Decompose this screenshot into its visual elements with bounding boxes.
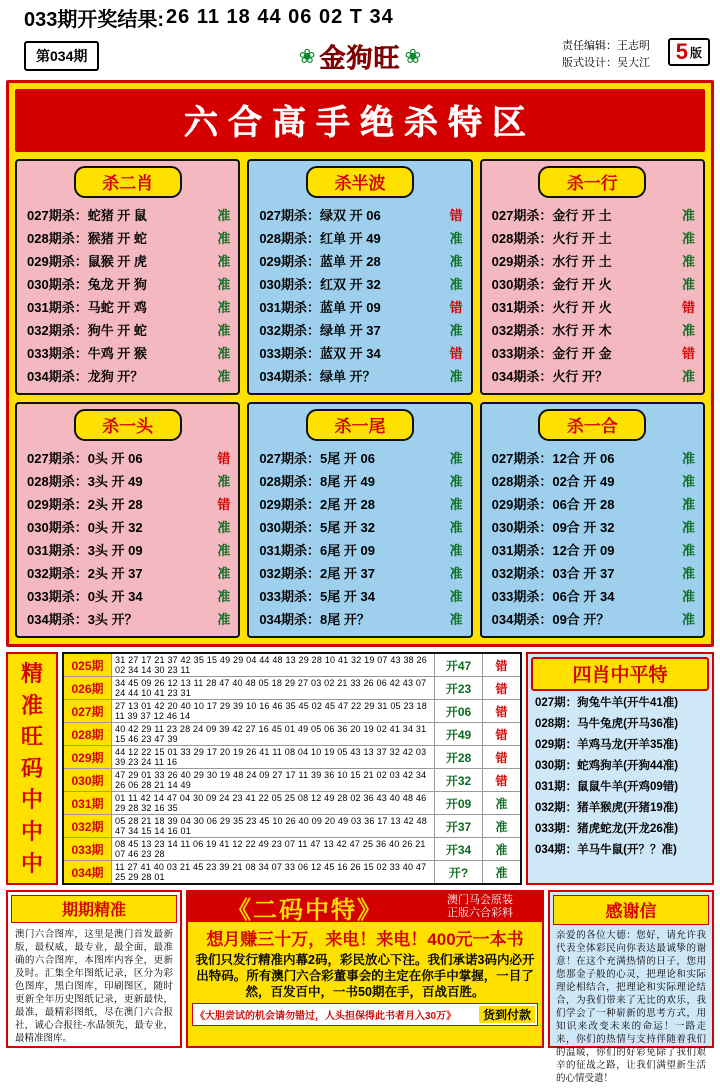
prediction-row [21,249,234,272]
prediction-result: 准 [217,589,231,604]
number-table [62,652,522,885]
four-zodiac-row: 033期：猪虎蛇龙(开龙26准) [535,823,679,835]
number-table-row [64,700,520,723]
prediction-result: 准 [681,231,695,246]
prediction-result: 错 [681,346,695,361]
prediction-text: 029期杀：蓝单 开 28 [259,254,381,269]
prediction-row [486,249,699,272]
prediction-row [21,469,234,492]
number-row-digits: 27 13 01 42 20 40 10 17 29 39 10 16 46 35 45 02 45 47 22 29 31 05 23 18 11 39 37 12 46 14 [115,701,427,721]
prediction-text: 029期杀：鼠猴 开 虎 [27,254,147,269]
prediction-text: 029期杀：06合 开 28 [491,497,615,512]
prediction-text: 028期杀：火行 开 土 [491,231,612,246]
prediction-text: 028期杀：猴猪 开 蛇 [27,231,147,246]
prediction-result: 错 [217,497,231,512]
prediction-text: 030期杀：5尾 开 32 [259,520,375,535]
prediction-text: 032期杀：2头 开 37 [27,566,143,581]
prediction-result: 准 [217,566,231,581]
prediction-result: 准 [217,300,231,315]
number-table-row [64,677,520,700]
number-row-open: 开37 [434,815,482,837]
header-row [0,34,720,78]
number-row-digits: 40 42 29 11 23 28 24 09 39 42 27 16 45 01 49 05 06 36 20 19 02 41 34 31 15 46 23 47 39 [115,724,427,744]
prediction-text: 030期杀：红双 开 32 [259,277,381,292]
number-row-result: 准 [482,838,520,860]
prediction-text: 034期杀：8尾 开？ [259,612,370,627]
bottom-left-body: 澳门六合图库，这里是澳门首发最新版，最权威，最专业，最全面，最准确的六合图库，本图库内容全，更新及时。汇集全年图纸记录，区分为彩色图库，黑白图库，印刷图区，随时更新全年历史图纸记录，更新最快，最准，最精彩图纸，尽在澳门六合报社，诚心合报往-水晶领先，最专业，最精准图库。 [15,929,173,1044]
prediction-result: 错 [217,451,231,466]
prediction-row [486,561,699,584]
prediction-result: 准 [681,520,695,535]
number-row-period: 027期 [64,700,112,722]
prediction-card-title: 杀一头 [74,409,182,441]
prediction-card-title: 杀一尾 [306,409,414,441]
number-table-row [64,769,520,792]
brand-logo [299,38,422,75]
number-row-period: 032期 [64,815,112,837]
vertical-banner-char: 中 [20,819,43,845]
page-number-badge [668,38,710,66]
prediction-result: 准 [217,612,231,627]
prediction-text: 031期杀：马蛇 开 鸡 [27,300,147,315]
number-row-result: 错 [482,769,520,791]
number-row-open: 开49 [434,723,482,745]
prediction-result: 准 [217,543,231,558]
number-table-row [64,861,520,883]
prediction-result: 准 [681,277,695,292]
four-zodiac-title: 四肖中平特 [531,657,709,691]
prediction-row [486,295,699,318]
prediction-row [253,203,466,226]
prediction-text: 032期杀：水行 开 木 [491,323,612,338]
prediction-card [480,402,705,638]
number-row-digits: 11 27 41 40 03 21 45 23 39 21 08 34 07 33 06 12 45 16 26 15 02 33 40 47 25 29 28 01 [115,862,427,882]
main-section [6,80,714,647]
number-table-row [64,654,520,677]
prediction-text: 027期杀：0头 开 06 [27,451,143,466]
ad-line2: 我们只发行精准内幕2码，彩民放心下注。我们承诺3码内必开出特码。所有澳门六合彩董事会的主定在你手中掌握，一目了然，百发百中，一书50期在手，百战百胜。 [195,953,535,999]
prediction-row [253,249,466,272]
prediction-row [486,364,699,387]
prediction-row [21,272,234,295]
prediction-result: 错 [449,300,463,315]
number-row-open: 开28 [434,746,482,768]
prediction-result: 准 [449,589,463,604]
four-zodiac-row: 028期：马牛兔虎(开马36准) [535,718,679,730]
prediction-row [21,561,234,584]
prediction-text: 031期杀：12合 开 09 [491,543,615,558]
number-row-result: 准 [482,861,520,883]
number-row-result: 准 [482,792,520,814]
prediction-row [486,341,699,364]
ad-note: 《大胆尝试的机会请勿错过，人头担保得此书者月入30万》 [195,1011,457,1022]
vertical-banner [6,652,58,885]
prediction-text: 027期杀：绿双 开 06 [259,208,381,223]
prediction-result: 准 [449,323,463,338]
prediction-text: 027期杀：5尾 开 06 [259,451,375,466]
number-row-period: 031期 [64,792,112,814]
prediction-result: 准 [449,254,463,269]
number-row-digits: 08 45 13 23 14 11 06 19 41 12 22 49 23 07 11 47 13 42 47 25 36 40 26 21 07 46 23 28 [115,839,426,859]
prediction-text: 034期杀：09合 开？ [491,612,610,627]
prediction-row [253,469,466,492]
prediction-card [247,159,472,395]
prediction-result: 准 [217,277,231,292]
four-zodiac-box [526,652,714,885]
vertical-banner-char: 中 [20,850,43,876]
vertical-banner-char: 码 [20,755,43,781]
prediction-card [15,402,240,638]
number-row-open: 开09 [434,792,482,814]
prediction-text: 034期杀：绿单 开？ [259,369,376,384]
number-row-result: 错 [482,746,520,768]
prediction-row [486,203,699,226]
prediction-row [486,226,699,249]
ad-note-row [192,1003,538,1026]
four-zodiac-row: 034期：羊马牛鼠(开？？准) [535,844,677,856]
number-row-open: 开06 [434,700,482,722]
number-row-digits: 34 45 09 26 12 13 11 28 47 40 48 05 18 29 27 03 02 21 33 26 06 42 43 07 24 44 10 41 23 31 [115,678,427,698]
prediction-text: 032期杀：2尾 开 37 [259,566,375,581]
number-row-open: 开47 [434,654,482,676]
ad-subtitle-line2: 正版六合彩料 [447,907,513,919]
prediction-text: 028期杀：红单 开 49 [259,231,381,246]
prediction-row [21,203,234,226]
bottom-right-body: 亲爱的各位大德：您好，请允许我代表全体彩民向你表达最诚挚的谢意！在这个充满热情的日子，您用您那金子般的心灵，把理论和实际理论相结合，把理论和实际理论结合，为我们带来了无比的欢乐，我们学会了一种崭新的思考方式，用知识来改变未来的命运！一路走来，你们的热情与支持伴随着我们的温暖，你们的好彩免除了我们艰辛的征战之路，让我们满望新生活的心情受遣！ [556,930,706,1084]
prediction-result: 准 [217,208,231,223]
ad-title: 《二码中特》 [227,896,383,924]
prediction-card [247,402,472,638]
number-row-digits: 47 29 01 33 26 40 29 30 19 48 24 09 27 17 11 39 36 10 15 21 02 03 42 34 26 06 28 21 14 49 [115,770,427,790]
prediction-text: 032期杀：狗牛 开 蛇 [27,323,147,338]
prediction-result: 准 [681,208,695,223]
number-row-result: 错 [482,700,520,722]
four-zodiac-row: 031期：鼠鼠牛羊(开鸡09错) [535,781,679,793]
four-zodiac-row: 030期：蛇鸡狗羊(开狗44准) [535,760,679,772]
prediction-row [486,318,699,341]
number-row-digits: 31 27 17 21 37 42 35 15 49 29 04 44 48 13 29 28 10 41 32 19 07 43 38 26 02 34 14 30 23 11 [115,655,427,675]
prediction-result: 准 [449,566,463,581]
number-row-period: 034期 [64,861,112,883]
prediction-text: 028期杀：02合 开 49 [491,474,615,489]
leaf-icon: ❀ [298,45,316,68]
prediction-result: 准 [217,231,231,246]
prediction-row [486,538,699,561]
prediction-row [21,515,234,538]
prediction-row [21,226,234,249]
prediction-text: 030期杀：0头 开 32 [27,520,143,535]
number-row-period: 028期 [64,723,112,745]
number-row-result: 错 [482,723,520,745]
prediction-result: 准 [681,369,695,384]
prediction-result: 准 [681,254,695,269]
number-row-digits: 44 12 22 15 01 33 29 17 20 19 26 41 11 08 04 10 19 05 43 13 37 32 42 03 39 23 24 11 16 [115,747,427,767]
number-row-digits: 01 11 42 14 47 04 30 09 24 23 41 22 05 25 08 12 49 28 02 36 43 40 48 46 29 28 32 16 35 [115,793,427,813]
number-table-row [64,815,520,838]
lower-section [6,652,714,885]
prediction-result: 准 [217,323,231,338]
prediction-result: 准 [217,254,231,269]
leaf-icon-right: ❀ [404,45,422,68]
prediction-result: 准 [217,346,231,361]
vertical-banner-char: 准 [20,692,43,718]
prediction-card-title: 杀半波 [306,166,414,198]
prediction-result: 准 [681,612,695,627]
prediction-text: 028期杀：3头 开 49 [27,474,143,489]
prediction-result: 准 [449,369,463,384]
prediction-result: 准 [681,566,695,581]
prediction-row [253,561,466,584]
prediction-result: 准 [449,520,463,535]
number-row-open: 开34 [434,838,482,860]
cards-grid [15,159,705,638]
prediction-result: 准 [449,612,463,627]
ad-subtitle-line1: 澳门马会原装 [447,894,513,906]
prediction-text: 033期杀：06合 开 34 [491,589,615,604]
prediction-card-title: 杀二肖 [74,166,182,198]
prediction-row [21,492,234,515]
prediction-row [253,492,466,515]
prediction-text: 034期杀：龙狗 开？ [27,369,144,384]
prediction-result: 错 [681,300,695,315]
brand-name: 金狗旺 [319,42,401,73]
prediction-text: 031期杀：蓝单 开 09 [259,300,381,315]
bottom-center-ad [186,890,544,1048]
number-table-row [64,838,520,861]
number-row-open: 开? [434,861,482,883]
prediction-card-title: 杀一合 [538,409,646,441]
prediction-row [486,469,699,492]
prediction-card [15,159,240,395]
vertical-banner-char: 中 [20,787,43,813]
number-table-row [64,723,520,746]
prediction-text: 028期杀：8尾 开 49 [259,474,375,489]
vertical-banner-char: 旺 [20,724,43,750]
prediction-row [486,272,699,295]
number-table-row [64,792,520,815]
prediction-row [253,318,466,341]
four-zodiac-row: 027期：狗兔牛羊(开牛41准) [535,697,679,709]
prediction-text: 030期杀：09合 开 32 [491,520,615,535]
credits [562,38,650,72]
prediction-text: 031期杀：6尾 开 09 [259,543,375,558]
prediction-row [253,584,466,607]
prediction-result: 准 [217,474,231,489]
prediction-result: 准 [681,323,695,338]
prediction-row [21,538,234,561]
vertical-banner-char: 精 [20,661,43,687]
prediction-text: 027期杀：金行 开 土 [491,208,612,223]
prediction-row [253,446,466,469]
prediction-row [21,607,234,630]
bottom-left-title: 期期精准 [11,895,177,923]
prediction-text: 032期杀：03合 开 37 [491,566,615,581]
result-bar [0,0,720,34]
prediction-text: 033期杀：金行 开 金 [491,346,612,361]
credit-designer: 版式设计：吴大江 [562,57,650,69]
prediction-text: 034期杀：火行 开？ [491,369,608,384]
number-row-result: 错 [482,677,520,699]
prediction-text: 029期杀：2尾 开 28 [259,497,375,512]
number-row-period: 025期 [64,654,112,676]
prediction-row [21,318,234,341]
credit-editor: 责任编辑：王志明 [562,40,650,52]
number-row-result: 准 [482,815,520,837]
prediction-result: 准 [681,543,695,558]
prediction-row [21,584,234,607]
prediction-result: 准 [217,369,231,384]
prediction-result: 准 [681,589,695,604]
number-row-period: 033期 [64,838,112,860]
number-row-open: 开23 [434,677,482,699]
prediction-row [21,341,234,364]
bottom-right-box [548,890,714,1084]
number-row-period: 029期 [64,746,112,768]
prediction-result: 准 [449,451,463,466]
prediction-row [486,515,699,538]
prediction-text: 031期杀：火行 开 火 [491,300,612,315]
prediction-text: 032期杀：绿单 开 37 [259,323,381,338]
prediction-text: 029期杀：水行 开 土 [491,254,612,269]
prediction-row [253,538,466,561]
number-row-result: 错 [482,654,520,676]
prediction-text: 033期杀：蓝双 开 34 [259,346,381,361]
issue-badge: 第034期 [24,41,99,71]
prediction-text: 030期杀：金行 开 火 [491,277,612,292]
bottom-section [6,890,714,1084]
prediction-row [21,295,234,318]
prediction-result: 准 [449,497,463,512]
prediction-result: 准 [449,277,463,292]
prediction-row [253,341,466,364]
prediction-row [253,226,466,249]
ad-head [188,892,542,922]
prediction-result: 准 [449,474,463,489]
prediction-row [253,295,466,318]
number-row-open: 开32 [434,769,482,791]
prediction-row [21,364,234,387]
ad-line1: 想月赚三十万，来电！来电！400元一本书 [206,930,524,949]
prediction-result: 错 [449,208,463,223]
prediction-text: 033期杀：0头 开 34 [27,589,143,604]
result-numbers: 26 11 18 44 06 02 T 34 [166,5,394,28]
bottom-right-title: 感谢信 [553,895,709,925]
prediction-text: 033期杀：5尾 开 34 [259,589,375,604]
prediction-result: 准 [217,520,231,535]
ad-subtitle [422,894,542,920]
prediction-text: 029期杀：2头 开 28 [27,497,143,512]
prediction-row [253,515,466,538]
number-row-digits: 05 28 21 18 39 04 30 06 29 35 23 45 10 26 40 09 20 49 03 36 17 13 42 48 47 34 15 14 16 01 [115,816,427,836]
page-number: 5 [675,39,688,64]
prediction-result: 准 [681,451,695,466]
prediction-result: 准 [449,231,463,246]
prediction-row [486,584,699,607]
prediction-result: 准 [449,543,463,558]
prediction-text: 033期杀：牛鸡 开 猴 [27,346,147,361]
prediction-result: 错 [449,346,463,361]
prediction-text: 031期杀：3头 开 09 [27,543,143,558]
result-label: 033期开奖结果: [24,8,165,31]
section-banner: 六合高手绝杀特区 [15,89,705,152]
prediction-row [253,607,466,630]
prediction-text: 027期杀：12合 开 06 [491,451,615,466]
prediction-row [486,607,699,630]
number-row-period: 026期 [64,677,112,699]
prediction-result: 准 [681,474,695,489]
prediction-row [253,272,466,295]
bottom-left-box [6,890,182,1048]
prediction-row [486,446,699,469]
prediction-row [486,492,699,515]
four-zodiac-rows [531,691,709,859]
prediction-row [21,446,234,469]
prediction-result: 准 [681,497,695,512]
four-zodiac-row: 032期：猪羊猴虎(开猪19准) [535,802,679,814]
prediction-text: 030期杀：兔龙 开 狗 [27,277,147,292]
number-table-row [64,746,520,769]
page-label: 版 [689,45,702,60]
prediction-card-title: 杀一行 [538,166,646,198]
prediction-row [253,364,466,387]
prediction-text: 034期杀：3头 开？ [27,612,138,627]
prediction-text: 027期杀：蛇猪 开 鼠 [27,208,147,223]
prediction-card [480,159,705,395]
ad-payment: 货到付款 [479,1006,535,1023]
four-zodiac-row: 029期：羊鸡马龙(开羊35准) [535,739,679,751]
number-row-period: 030期 [64,769,112,791]
